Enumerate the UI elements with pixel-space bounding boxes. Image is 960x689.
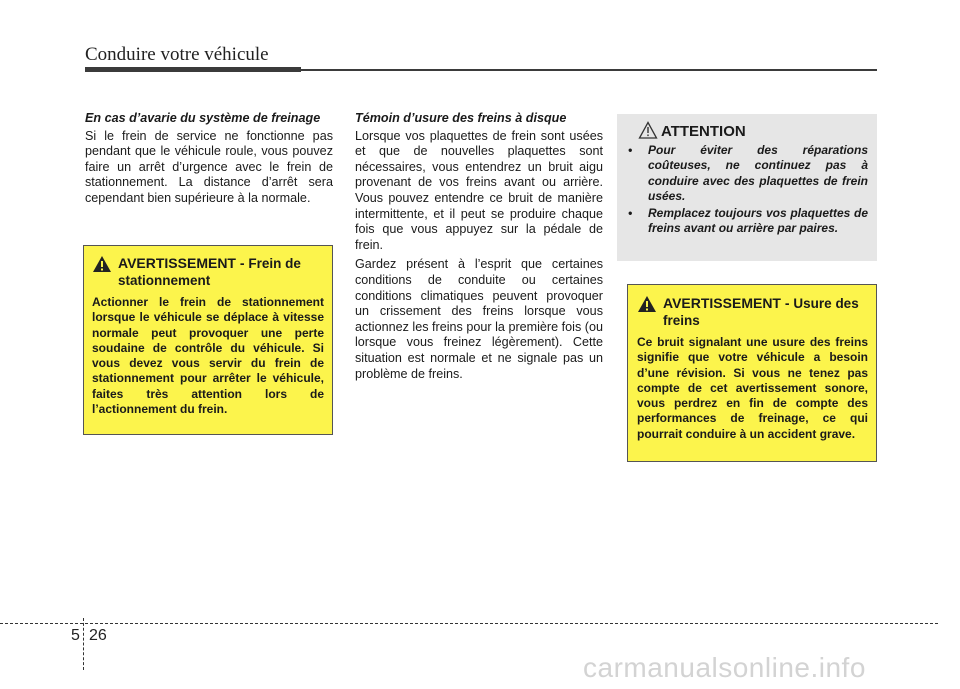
wear-indicator-paragraph-2: Gardez présent à l’esprit que certaines conditions de conduite ou certaines conditions climatiques peuvent provoquer un crissement des freins lorsque vous actionnez les freins pour la première fois (ou lorsque vous freinez légèrement). Cette situation est normale et ne signale pas un problème de freins. [355,257,603,381]
footer-vertical-divider [83,618,84,670]
attention-item: • Pour éviter des réparations coûteuses, ne continuez pas à conduire avec des plaquettes de frein usées. [628,143,868,203]
attention-title: ATTENTION [661,123,746,140]
warning-box-brake-wear [627,284,877,462]
column-left [85,111,333,211]
warning-body: Actionner le frein de stationnement lorsque le véhicule se déplace à vitesse normale peut provoquer une perte soudaine de contrôle du véhicule. Si vous devez vous servir du frein de stationnement pour arrêter le véhicule, faites très attention lors de l’actionnement du frein. [92,295,324,417]
warning-title-label: AVERTISSEMENT - [663,295,794,311]
attention-item: • Remplacez toujours vos plaquettes de freins avant ou arrière par paires. [628,206,868,236]
footer-divider [0,623,938,624]
warning-subtitle: Frein de stationnement [118,256,301,288]
warning-title-label: AVERTISSEMENT - [118,255,249,271]
warning-box-parking-brake [83,245,333,435]
warning-body: Ce bruit signalant une usure des freins signifie que votre véhicule a besoin d’une révision. Si vous ne tenez pas compte de cet avertissement sonore, vous perdrez en fin de compte des performances de freinage, ce qui pourrait conduire à un accident grave. [637,335,868,441]
attention-box [617,114,877,261]
warning-triangle-icon [637,295,657,313]
brake-failure-paragraph: Si le frein de service ne fonctionne pas pendant que le véhicule roule, vous pouvez faire un arrêt d’urgence avec le frein de stationnement. La distance d’arrêt sera cependant bien supérieure à la normale. [85,128,333,205]
header-rule-thick [85,67,301,72]
column-middle [355,111,603,386]
header-rule-thin [301,69,877,71]
wear-indicator-paragraph-1: Lorsque vos plaquettes de frein sont usées et que de nouvelles plaquettes sont nécessaires, vous entendrez un bruit aigu provenant de vos freins avant ou arrière. Vous pouvez entendre ce bruit de manière intermittente, et il peut se produire chaque fois que vous appuyez sur la pédale de frein. [355,128,603,252]
page-number: 26 [89,627,107,644]
attention-list [628,143,868,239]
warning-title [637,295,868,329]
caution-triangle-icon [638,121,658,139]
warning-triangle-icon [92,255,112,273]
chapter-number: 5 [71,627,80,644]
page-header-title: Conduire votre véhicule [85,44,269,65]
section-heading-wear-indicator: Témoin d’usure des freins à disque [355,111,567,125]
watermark: carmanualsonline.info [583,652,866,683]
section-heading-brake-failure: En cas d’avarie du système de freinage [85,111,321,125]
warning-subtitle: Usure des freins [663,296,859,328]
warning-title [92,255,324,289]
